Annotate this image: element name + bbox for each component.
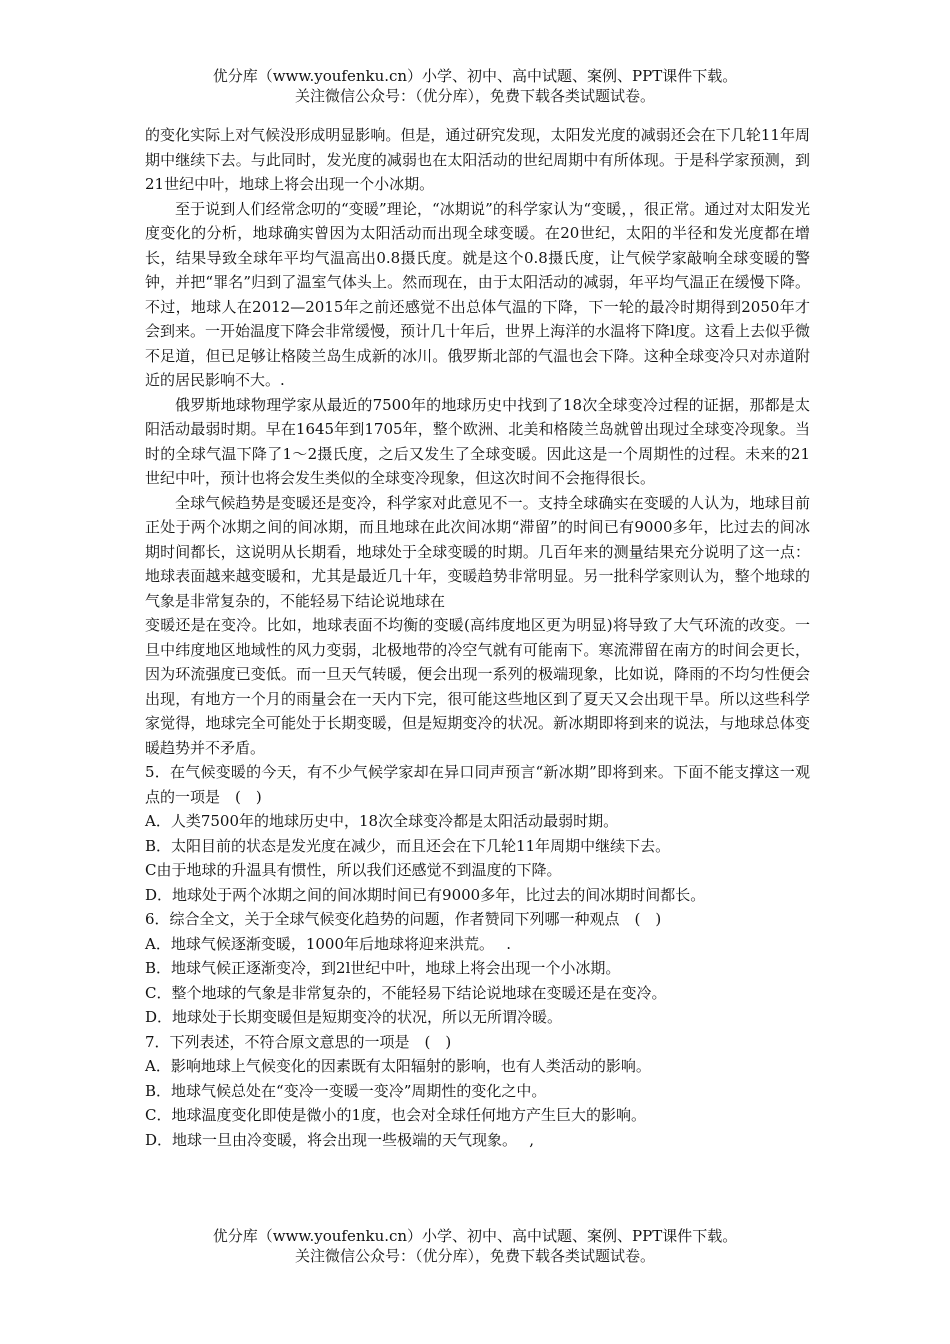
paragraph-3: 俄罗斯地球物理学家从最近的7500年的地球历史中找到了18次全球变冷过程的证据，那都是太阳活动最弱时期。早在1645年到1705年，整个欧洲、北美和格陵兰岛就曾出现过全球变冷现象。当时的全球气温下降了1～2摄氏度，之后又发生了全球变暖。因此这是一个周期性的过程。未来的21世纪中叶，预计也将会发生类似的全球变冷现象，但这次时间不会拖得很长。 bbox=[145, 395, 810, 487]
question-7-option-d: D．地球一旦由冷变暖，将会出现一些极端的天气现象。 , bbox=[145, 1130, 535, 1149]
header-line-1: 优分库（www.youfenku.cn）小学、初中、高中试题、案例、PPT课件下载。 bbox=[212, 67, 738, 85]
question-7-option-c: C．地球温度变化即使是微小的1度，也会对全球任何地方产生巨大的影响。 bbox=[145, 1106, 647, 1124]
header-line-2: 关注微信公众号：（优分库），免费下载各类试题试卷。 bbox=[294, 87, 655, 105]
question-5-option-d: D．地球处于两个冰期之间的间冰期时间已有9000多年，比过去的间冰期时间都长。 bbox=[145, 885, 706, 904]
question-6-option-a: A．地球气候逐渐变暖，1000年后地球将迎来洪荒。 . bbox=[145, 934, 512, 953]
question-5-stem: 5．在气候变暖的今天，有不少气候学家却在异口同声预言“新冰期”即将到来。下面不能支撑这一观点的一项是 ( ) bbox=[145, 763, 810, 806]
paragraph-4-continued: 变暖还是在变冷。比如，地球表面不均衡的变暖(高纬度地区更为明显)将导致了大气环流的改变。一旦中纬度地区地域性的风力变弱，北极地带的冷空气就有可能南下。寒流滞留在南方的时间会更长，因为环流强度已变低。而一旦天气转暖，便会出现一系列的极端现象，比如说，降雨的不均匀性便会出现，有地方一个月的雨量会在一天内下完，很可能这些地区到了夏天又会出现干旱。所以这些科学家觉得，地球完全可能处于长期变暖，但是短期变冷的状况。新冰期即将到来的说法，与地球总体变暖趋势并不矛盾。 bbox=[145, 616, 810, 757]
paragraph-1: 的变化实际上对气候没形成明显影响。但是，通过研究发现，太阳发光度的减弱还会在下几轮11年周期中继续下去。与此同时，发光度的减弱也在太阳活动的世纪周期中有所体现。于是科学家预测，到21世纪中叶，地球上将会出现一个小冰期。 bbox=[145, 126, 810, 193]
paragraph-2: 至于说到人们经常念叨的“变暖”理论，“冰期说”的科学家认为“变暖，，很正常。通过对太阳发光度变化的分析，地球确实曾因为太阳活动而出现全球变暖。在20世纪，太阳的半径和发光度都在增长，结果导致全球年平均气温高出0.8摄氏度。就是这个0.8摄氏度，让气候学家敲响全球变暖的警钟，并把“罪名”归到了温室气体头上。然而现在，由于太阳活动的减弱，年平均气温正在缓慢下降。不过，地球人在2012—2015年之前还感觉不出总体气温的下降，下一轮的最冷时期得到2050年才会到来。一开始温度下降会非常缓慢，预计几十年后，世界上海洋的水温将下降l度。这看上去似乎微不足道，但已足够让格陵兰岛生成新的冰川。俄罗斯北部的气温也会下降。这种全球变冷只对赤道附近的居民影响不大。. bbox=[145, 199, 810, 389]
question-6-option-d: D．地球处于长期变暖但是短期变冷的状况，所以无所谓冷暖。 bbox=[145, 1008, 563, 1026]
paragraph-4: 全球气候趋势是变暖还是变冷，科学家对此意见不一。支持全球确实在变暖的人认为，地球目前正处于两个冰期之间的间冰期，而且地球在此次间冰期“滞留”的时间已有9000多年，比过去的间冰期时间都长，这说明从长期看，地球处于全球变暖的时期。几百年来的测量结果充分说明了这一点：地球表面越来越变暖和，尤其是最近几十年，变暖趋势非常明显。另一批科学家则认为，整个地球的气象是非常复杂的，不能轻易下结论说地球在 bbox=[145, 493, 810, 610]
document-body bbox=[145, 123, 810, 1152]
page-header bbox=[0, 66, 950, 106]
question-5-option-a: A．人类7500年的地球历史中，18次全球变冷都是太阳活动最弱时期。 bbox=[145, 812, 619, 830]
question-5-option-b: B．太阳目前的状态是发光度在减少，而且还会在下几轮11年周期中继续下去。 bbox=[145, 836, 671, 855]
question-5-option-c: C由于地球的升温具有惯性，所以我们还感觉不到温度的下降。 bbox=[145, 861, 562, 879]
question-7-option-a: A．影响地球上气候变化的因素既有太阳辐射的影响，也有人类活动的影响。 bbox=[145, 1057, 651, 1075]
question-6-option-b: B．地球气候正逐渐变冷，到2l世纪中叶，地球上将会出现一个小冰期。 bbox=[145, 959, 621, 977]
footer-line-2: 关注微信公众号：（优分库），免费下载各类试题试卷。 bbox=[294, 1247, 655, 1265]
question-7-option-b: B．地球气候总处在“变冷一变暖一变冷”周期性的变化之中。 bbox=[145, 1081, 547, 1100]
question-7-stem: 7．下列表述，不符合原文意思的一项是 ( ) bbox=[145, 1032, 452, 1051]
question-6-option-c: C．整个地球的气象是非常复杂的，不能轻易下结论说地球在变暖还是在变冷。 bbox=[145, 983, 667, 1002]
question-6-stem: 6．综合全文，关于全球气候变化趋势的问题，作者赞同下列哪一种观点 ( ) bbox=[145, 910, 662, 928]
page-footer bbox=[0, 1226, 950, 1266]
footer-line-1: 优分库（www.youfenku.cn）小学、初中、高中试题、案例、PPT课件下载。 bbox=[212, 1227, 738, 1245]
